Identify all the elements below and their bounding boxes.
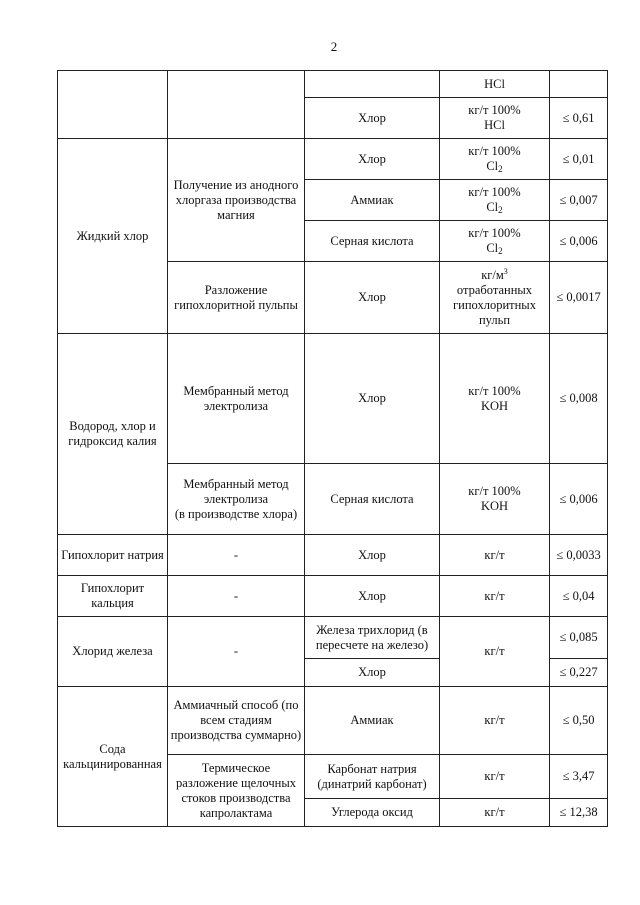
substance-cell: Хлор: [305, 659, 440, 687]
value-cell: ≤ 12,38: [550, 799, 608, 827]
substance-cell: Серная кислота: [305, 221, 440, 262]
value-cell: ≤ 0,006: [550, 221, 608, 262]
value-cell: ≤ 0,008: [550, 334, 608, 464]
value-cell: ≤ 0,0017: [550, 262, 608, 334]
unit-cell: кг/т: [440, 687, 550, 755]
unit-cell: HCl: [440, 71, 550, 98]
process-cell: Термическое разложение щелочных стоков производства капролактама: [168, 755, 305, 827]
value-cell: ≤ 3,47: [550, 755, 608, 799]
value-cell: ≤ 0,085: [550, 617, 608, 659]
process-cell: [168, 71, 305, 139]
value-cell: ≤ 0,0033: [550, 535, 608, 576]
substance-cell: Хлор: [305, 139, 440, 180]
product-cell: Гипохлорит натрия: [58, 535, 168, 576]
substance-cell: Углерода оксид: [305, 799, 440, 827]
substance-cell: Хлор: [305, 535, 440, 576]
substance-cell: Аммиак: [305, 180, 440, 221]
value-cell: ≤ 0,006: [550, 464, 608, 535]
substance-cell: Аммиак: [305, 687, 440, 755]
unit-cell: кг/т: [440, 755, 550, 799]
substance-cell: Серная кислота: [305, 464, 440, 535]
unit-cell: $кг/м^3$ отработанных гипохлоритных пульп: [440, 262, 550, 334]
substance-cell: Хлор: [305, 576, 440, 617]
product-cell: Жидкий хлор: [58, 139, 168, 334]
page-number: 2: [330, 39, 338, 54]
value-cell: ≤ 0,50: [550, 687, 608, 755]
unit-cell: кг/т: [440, 799, 550, 827]
substance-cell: Хлор: [305, 262, 440, 334]
unit-cell: кг/т: [440, 535, 550, 576]
unit-cell: кг/т 100% $Cl_2$: [440, 139, 550, 180]
table-row: [58, 334, 608, 464]
substance-cell: Хлор: [305, 334, 440, 464]
substance-cell: [305, 71, 440, 98]
process-cell: -: [168, 617, 305, 687]
substance-cell: Хлор: [305, 98, 440, 139]
process-cell: -: [168, 535, 305, 576]
process-cell: Мембранный метод электролиза (в производстве хлора): [168, 464, 305, 535]
unit-cell: кг/т 100% $Cl_2$: [440, 180, 550, 221]
product-cell: Хлорид железа: [58, 617, 168, 687]
product-cell: Водород, хлор и гидроксид калия: [58, 334, 168, 535]
unit-cell: кг/т 100% KOH: [440, 334, 550, 464]
product-cell: Гипохлорит кальция: [58, 576, 168, 617]
table-row: [58, 687, 608, 755]
value-cell: ≤ 0,61: [550, 98, 608, 139]
substance-cell: Железа трихлорид (в пересчете на железо): [305, 617, 440, 659]
process-cell: Мембранный метод электролиза: [168, 334, 305, 464]
table-row: [58, 576, 608, 617]
value-cell: ≤ 0,01: [550, 139, 608, 180]
table-row: [58, 535, 608, 576]
process-cell: Разложение гипохлоритной пульпы: [168, 262, 305, 334]
product-cell: Сода кальцинированная: [58, 687, 168, 827]
table-row: [58, 71, 608, 98]
value-cell: ≤ 0,007: [550, 180, 608, 221]
product-cell: [58, 71, 168, 139]
table-row: [58, 617, 608, 659]
unit-cell: кг/т: [440, 617, 550, 687]
process-cell: -: [168, 576, 305, 617]
value-cell: ≤ 0,227: [550, 659, 608, 687]
process-cell: Аммиачный способ (по всем стадиям производства суммарно): [168, 687, 305, 755]
unit-cell: кг/т: [440, 576, 550, 617]
unit-cell: кг/т 100% HCl: [440, 98, 550, 139]
emissions-table: [57, 70, 608, 827]
value-cell: [550, 71, 608, 98]
unit-cell: кг/т 100% $Cl_2$: [440, 221, 550, 262]
process-cell: Получение из анодного хлоргаза производства магния: [168, 139, 305, 262]
value-cell: ≤ 0,04: [550, 576, 608, 617]
unit-cell: кг/т 100% KOH: [440, 464, 550, 535]
substance-cell: Карбонат натрия (динатрий карбонат): [305, 755, 440, 799]
table-row: [58, 139, 608, 180]
